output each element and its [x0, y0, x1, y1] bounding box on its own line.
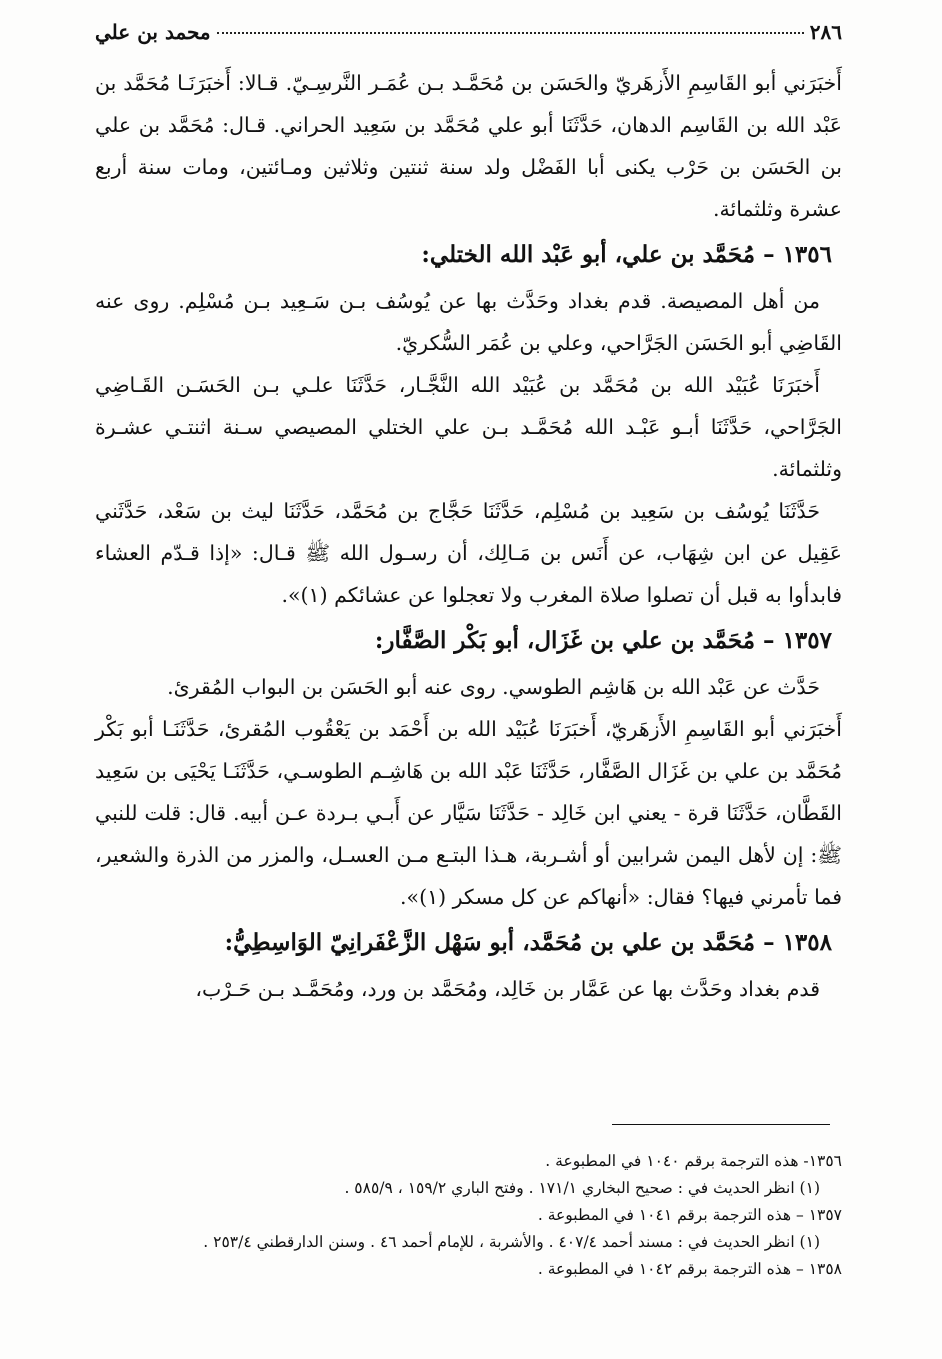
- paragraph-2: من أهل المصيصة. قدم بغداد وحَدَّث بها عن يُوسُف بـن سَـعِيد بـن مُسْلِم. روى عنه القَاضِي أبو الحَسَن الجَرَّاحي، وعلي بن عُمَر السُّكريّ.: [95, 289, 842, 355]
- main-text: [95, 62, 842, 1010]
- page-number: ٢٨٦: [809, 20, 842, 44]
- footnote-separator: [612, 1124, 830, 1125]
- footnote-1357: ١٣٥٧ – هذه الترجمة برقم ١٠٤١ في المطبوعة .: [537, 1206, 842, 1224]
- paragraph-7: قدم بغداد وحَدَّث بها عن عَمَّار بن خَالِد، ومُحَمَّد بن ورد، ومُحَمَّـد بـن حَـرْب،: [195, 977, 820, 1001]
- entry-heading-1356: ١٣٥٦ – مُحَمَّد بن علي، أبو عَبْد الله الختلي:: [421, 241, 832, 268]
- footnote-1356-ref: (١) انظر الحديث في : صحيح البخاري ١٧١/١ . وفتح الباري ١٥٩/٢ ، ٥٨٥/٩ .: [344, 1179, 820, 1197]
- entry-heading-1357: ١٣٥٧ – مُحَمَّد بن علي بن غَزَال، أبو بَكْر الصَّفَّار:: [374, 627, 832, 654]
- paragraph-3: أَخبَرَنَا عُبَيْد الله بن مُحَمَّد بن عُبَيْد الله النَّجَّـار، حَدَّثَنَا علـي بـن الحَسَـن القَـاضِي الجَرَّاحي، حَدَّثَنَا أبـو عَبْـد الله مُحَمَّـد بـن علي الختلي المصيصي سـنة اثنتـي عشـرة وثلثمائة.: [95, 373, 842, 481]
- paragraph-1: أَخبَرَني أبو القَاسِمِ الأَزهَريّ والحَسَن بن مُحَمَّـد بـن عُمَـر النَّرسِـيّ. قـالا: أَخبَرَنَـا مُحَمَّد بن عَبْد الله بن القَاسِم الدهان، حَدَّثَنَا أبو علي مُحَمَّد بن سَعِيد الحراني. قـال: مُحَمَّد بن علي بن الحَسَن بن حَرْب يكنى أبا الفَضْل ولد سنة ثنتين وثلاثين ومـائتين، ومات سنة أربع عشرة وثلثمائة.: [95, 71, 842, 221]
- running-title: محمد بن علي: [95, 20, 211, 44]
- footnote-1357-ref: (١) انظر الحديث في : مسند أحمد ٤٠٧/٤ . والأشربة ، للإمام أحمد ٤٦ . وسنن الدارقطني ٢٥٣/٤ .: [203, 1233, 820, 1251]
- footnote-1358: ١٣٥٨ – هذه الترجمة برقم ١٠٤٢ في المطبوعة .: [537, 1260, 842, 1278]
- page-header: [95, 20, 842, 44]
- paragraph-5: حَدَّث عن عَبْد الله بن هَاشِم الطوسي. روى عنه أبو الحَسَن بن البواب المُقرئ.: [167, 675, 820, 699]
- paragraph-4: حَدَّثَنَا يُوسُف بن سَعِيد بن مُسْلِم، حَدَّثَنَا حَجَّاج بن مُحَمَّد، حَدَّثَنَا ليث بن سَعْد، حَدَّثَني عَقِيل عن ابن شِهَاب، عن أَنَس بن مَـالِك، أن رسـول الله ﷺ قـال: «إذا قـدّم العشاء فابدأوا به قبل أن تصلوا صلاة المغرب ولا تعجلوا عن عشائكم (١)».: [95, 499, 842, 607]
- header-leader-dots: [217, 32, 804, 34]
- footnote-1356: ١٣٥٦- هذه الترجمة برقم ١٠٤٠ في المطبوعة .: [545, 1152, 842, 1170]
- paragraph-6: أَخبَرَني أبو القَاسِمِ الأَزهَريّ، أَخبَرَنَا عُبَيْد الله بن أَحْمَد بن يَعْقُوب المُقرئ، حَدَّثَنَـا أبو بَكْر مُحَمَّد بن علي بن غَزَال الصَّفَّار، حَدَّثَنَا عَبْد الله بن هَاشِـم الطوسـي، حَدَّثَنَـا يَحْيَى بن سَعِيد القَطَّان، حَدَّثَنَا قرة - يعني ابن خَالِد - حَدَّثَنَا سَيَّار عن أَبـي بـردة عـن أبيه. قال: قلت للنبي ﷺ: إن لأهل اليمن شرابين أو أشـربة، هـذا البتـع مـن العسـل، والمزر من الذرة والشعير، فما تأمرني فيها؟ فقال: «أنهاكم عن كل مسكر (١)».: [95, 717, 842, 909]
- entry-heading-1358: ١٣٥٨ – مُحَمَّد بن علي بن مُحَمَّد، أبو سَهْل الزَّعْفَرانِيّ الوَاسِطِيُّ:: [224, 929, 832, 956]
- footnotes: [120, 1148, 842, 1283]
